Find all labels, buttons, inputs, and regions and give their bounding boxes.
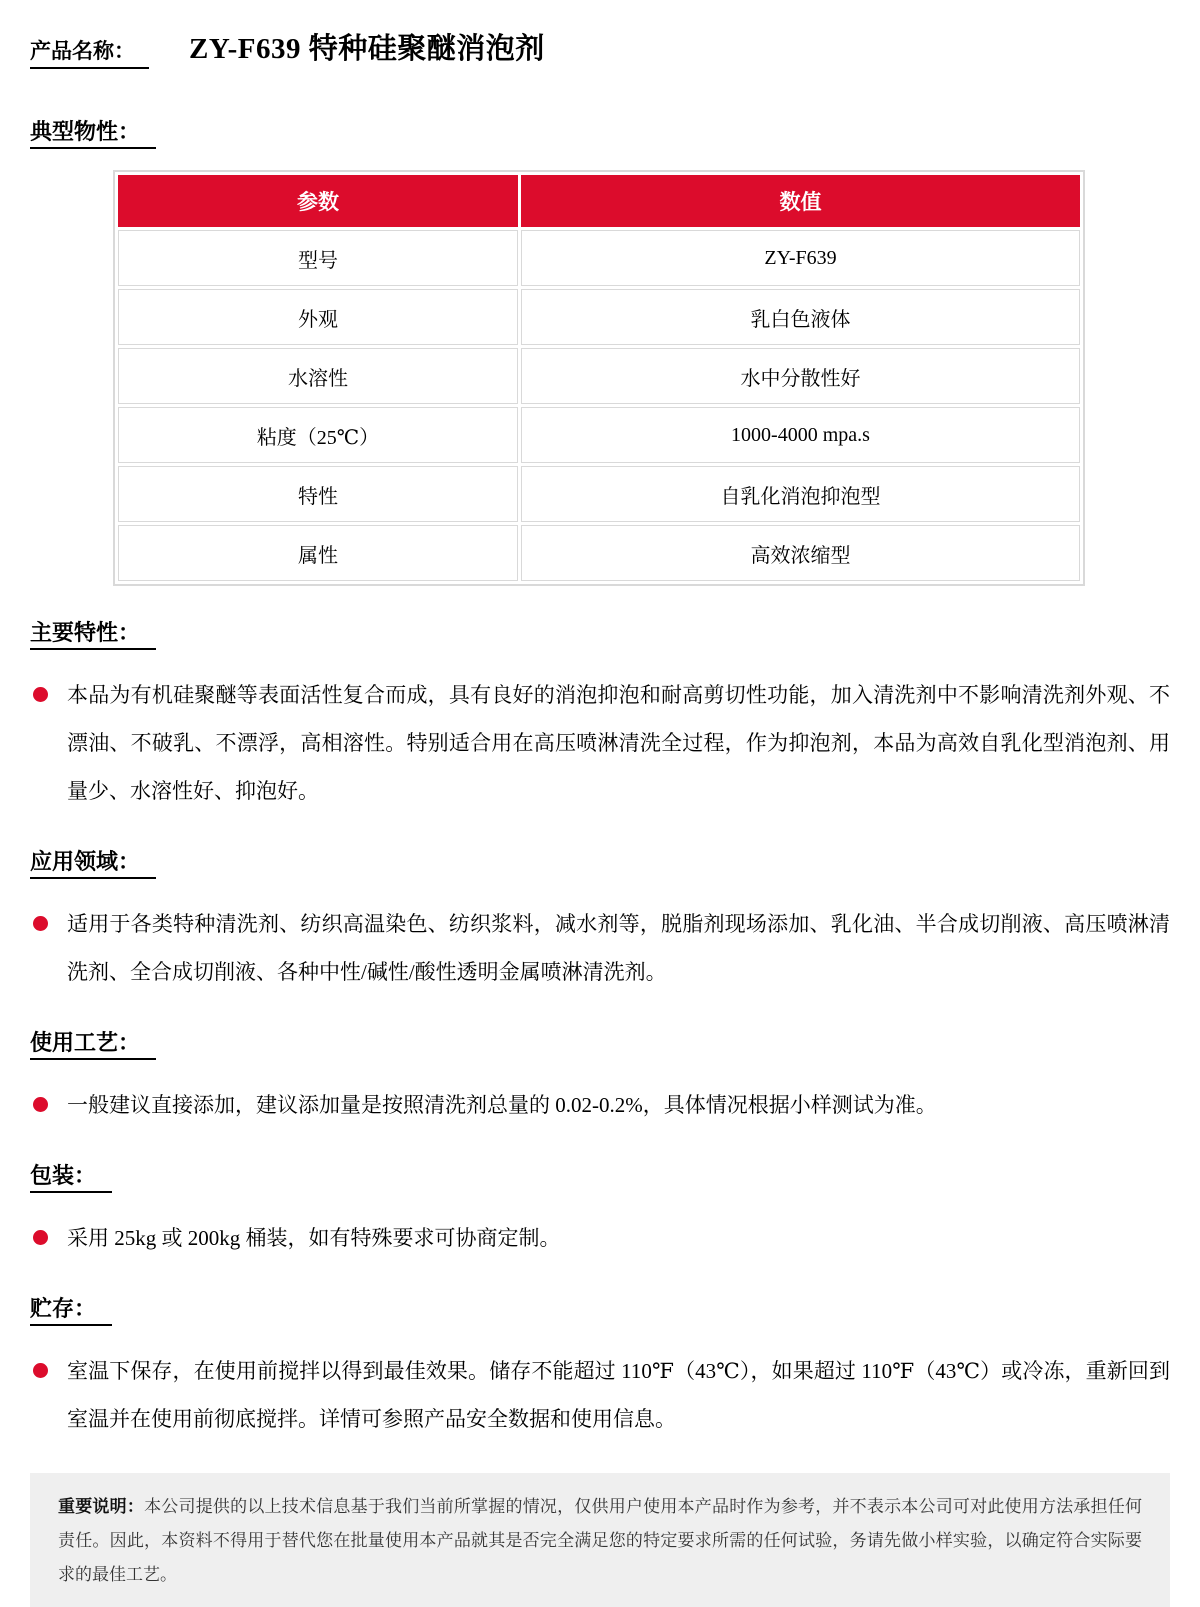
spec-table-header-row	[118, 175, 1080, 227]
spec-table-header-value: 数值	[521, 175, 1080, 227]
spec-table	[113, 170, 1085, 586]
important-note-paragraph	[58, 1490, 1142, 1592]
product-title-row	[30, 26, 1170, 69]
packaging-text: 采用 25kg 或 200kg 桶装，如有特殊要求可协商定制。	[67, 1226, 561, 1250]
table-cell-value: 高效浓缩型	[521, 525, 1080, 581]
table-row	[118, 289, 1080, 345]
table-row	[118, 407, 1080, 463]
properties-heading-text: 典型物性：	[30, 119, 156, 149]
important-note-box	[30, 1473, 1170, 1607]
usage-heading-text: 使用工艺：	[30, 1030, 156, 1060]
storage-text: 室温下保存，在使用前搅拌以得到最佳效果。储存不能超过 110℉（43℃），如果超过 110℉（43℃）或冷冻，重新回到室温并在使用前彻底搅拌。详情可参照产品安全数据和使用信息。	[67, 1359, 1170, 1431]
section-heading-applications	[30, 845, 1170, 876]
bullet-dot-icon	[33, 1363, 48, 1378]
packaging-bullet-item	[33, 1214, 1170, 1262]
table-row	[118, 466, 1080, 522]
table-cell-param: 外观	[118, 289, 518, 345]
features-heading-text: 主要特性：	[30, 620, 156, 650]
usage-text: 一般建议直接添加，建议添加量是按照清洗剂总量的 0.02-0.2%，具体情况根据小样测试为准。	[67, 1093, 937, 1117]
table-cell-param: 水溶性	[118, 348, 518, 404]
bullet-dot-icon	[33, 916, 48, 931]
spec-table-header-param: 参数	[118, 175, 518, 227]
table-row	[118, 348, 1080, 404]
table-cell-value: 水中分散性好	[521, 348, 1080, 404]
table-row	[118, 525, 1080, 581]
table-cell-value: 乳白色液体	[521, 289, 1080, 345]
note-label: 重要说明：	[58, 1497, 145, 1516]
section-heading-properties	[30, 115, 1170, 146]
features-text: 本品为有机硅聚醚等表面活性复合而成，具有良好的消泡抑泡和耐高剪切性功能，加入清洗剂中不影响清洗剂外观、不漂油、不破乳、不漂浮，高相溶性。特别适合用在高压喷淋清洗全过程，作为抑泡剂，本品为高效自乳化型消泡剂、用量少、水溶性好、抑泡好。	[67, 683, 1170, 803]
usage-bullet-item	[33, 1081, 1170, 1129]
section-heading-usage	[30, 1026, 1170, 1057]
section-heading-features	[30, 616, 1170, 647]
product-title: ZY-F639 特种硅聚醚消泡剂	[189, 33, 545, 65]
bullet-dot-icon	[33, 1097, 48, 1112]
table-cell-value: ZY-F639	[521, 230, 1080, 286]
table-cell-param: 型号	[118, 230, 518, 286]
storage-bullet-item	[33, 1347, 1170, 1443]
table-row	[118, 230, 1080, 286]
table-cell-param: 粘度（25℃）	[118, 407, 518, 463]
section-heading-packaging	[30, 1159, 1170, 1190]
applications-text: 适用于各类特种清洗剂、纺织高温染色、纺织浆料，减水剂等，脱脂剂现场添加、乳化油、半合成切削液、高压喷淋清洗剂、全合成切削液、各种中性/碱性/酸性透明金属喷淋清洗剂。	[67, 912, 1170, 984]
packaging-heading-text: 包装：	[30, 1163, 112, 1193]
applications-bullet-item	[33, 900, 1170, 996]
applications-heading-text: 应用领域：	[30, 849, 156, 879]
table-cell-param: 属性	[118, 525, 518, 581]
note-text: 本公司提供的以上技术信息基于我们当前所掌握的情况，仅供用户使用本产品时作为参考，并不表示本公司可对此使用方法承担任何责任。因此，本资料不得用于替代您在批量使用本产品就其是否完全满足您的特定要求所需的任何试验，务请先做小样实验，以确定符合实际要求的最佳工艺。	[58, 1497, 1143, 1584]
table-cell-value: 1000-4000 mpa.s	[521, 407, 1080, 463]
table-cell-param: 特性	[118, 466, 518, 522]
storage-heading-text: 贮存：	[30, 1296, 112, 1326]
bullet-dot-icon	[33, 1230, 48, 1245]
section-heading-storage	[30, 1292, 1170, 1323]
table-cell-value: 自乳化消泡抑泡型	[521, 466, 1080, 522]
features-bullet-item	[33, 671, 1170, 815]
bullet-dot-icon	[33, 687, 48, 702]
product-name-label: 产品名称：	[30, 35, 149, 69]
